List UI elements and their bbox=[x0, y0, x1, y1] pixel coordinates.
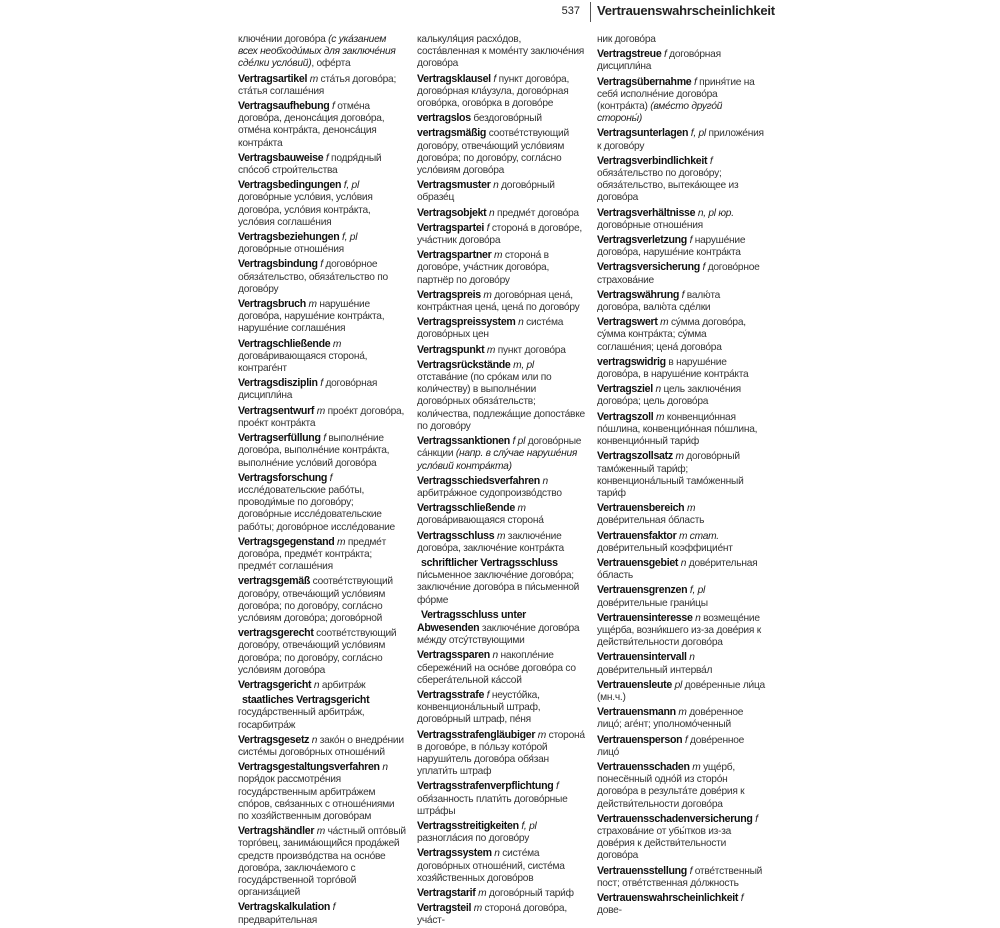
entry-translation: предвари́тельная bbox=[238, 914, 318, 926]
entry-grammar: m bbox=[480, 289, 492, 301]
entry-grammar: f bbox=[699, 262, 706, 274]
dictionary-entry bbox=[597, 557, 765, 582]
dictionary-entry bbox=[417, 179, 585, 204]
dictionary-entry bbox=[597, 584, 765, 609]
entry-translation: догово́рные отноше́ния bbox=[597, 219, 703, 231]
entry-headword: Vertragsstrafengläubiger bbox=[417, 728, 536, 741]
entry-headword: Vertragsschluss unter Abwesenden bbox=[417, 608, 526, 634]
entry-headword: Vertragswert bbox=[597, 316, 658, 329]
entry-headword: Vertragshändler bbox=[238, 825, 315, 838]
entry-translation: дове́рительные грани́цы bbox=[597, 597, 708, 609]
dictionary-entry bbox=[238, 901, 406, 926]
entry-grammar: m bbox=[535, 729, 547, 741]
entry-grammar: f bbox=[686, 865, 693, 877]
entry-translation: наруше́ние догово́ра, наруше́ние контра́кта, наруше́ние соглаше́ния bbox=[238, 299, 385, 335]
entry-headword: Vertragssystem bbox=[417, 847, 492, 860]
entry-grammar: m, pl bbox=[510, 359, 534, 371]
entry-grammar: m bbox=[675, 707, 687, 719]
entry-headword: staatliches Vertragsgericht bbox=[242, 694, 370, 707]
entry-translation: наруше́ние догово́ра, наруше́ние контра́кта bbox=[597, 235, 746, 259]
entry-headword: Vertragsklausel bbox=[417, 72, 491, 85]
entry-grammar: f bbox=[707, 155, 713, 167]
entry-translation: дове́ренное лицо́ bbox=[597, 734, 745, 758]
entry-headword: Vertragsgesetz bbox=[238, 733, 310, 746]
entry-grammar: f bbox=[484, 689, 490, 701]
entry-grammar: f, pl bbox=[688, 128, 706, 140]
entry-translation: су́мма догово́ра, су́мма контра́кта; су́мма соглаше́ния; цена́ догово́ра bbox=[597, 317, 746, 353]
dictionary-entry bbox=[597, 450, 765, 500]
dictionary-entry bbox=[238, 405, 406, 430]
entry-translation: сторона́ в догово́ре, в по́льзу кото́рой наруши́тель догово́ра обя́зан уплати́ть штраф bbox=[417, 729, 585, 778]
dictionary-entry bbox=[417, 729, 585, 779]
dictionary-entry bbox=[417, 475, 585, 500]
entry-headword: Vertragsbruch bbox=[238, 298, 306, 311]
entry-headword: Vertragsschluss bbox=[417, 529, 495, 542]
dictionary-entry bbox=[417, 112, 585, 125]
entry-headword: vertragswidrig bbox=[597, 355, 666, 368]
entry-grammar: n bbox=[486, 207, 495, 219]
entry-grammar: f, pl bbox=[339, 232, 358, 244]
entry-translation: догово́рный тари́ф bbox=[486, 888, 574, 899]
entry-headword: Vertragsunterlagen bbox=[597, 127, 689, 140]
entry-tail: , офе́рта bbox=[311, 58, 351, 70]
dictionary-entry bbox=[597, 502, 765, 527]
entry-headword: Vertragsbindung bbox=[238, 258, 318, 271]
entry-headword: Vertragsentwurf bbox=[238, 404, 315, 417]
entry-grammar: n bbox=[489, 650, 498, 662]
dictionary-entry bbox=[597, 234, 765, 259]
entry-translation: заключе́ние догово́ра ме́жду отсу́тствующими bbox=[417, 622, 580, 647]
dictionary-entry bbox=[417, 34, 585, 71]
entry-grammar: n bbox=[379, 762, 388, 774]
entry-grammar: m bbox=[305, 299, 317, 311]
entry-headword: Vertragsteil bbox=[417, 902, 472, 915]
entry-translation: цель заключе́ния догово́ра; цель догово́ра bbox=[597, 384, 741, 408]
entry-headword: schriftlicher Vertragsschluss bbox=[421, 556, 558, 569]
dictionary-entry bbox=[417, 609, 585, 648]
entry-grammar: m bbox=[314, 405, 325, 417]
entry-headword: Vertragsdisziplin bbox=[238, 377, 318, 390]
entry-grammar: f pl bbox=[509, 436, 526, 448]
entry-translation: приложе́ния к догово́ру bbox=[597, 128, 764, 152]
entry-translation: догово́рные са́нкции bbox=[417, 436, 582, 460]
entry-translation: госуда́рственный арбитра́ж, госарбитра́ж bbox=[238, 707, 365, 731]
entry-headword: Vertragsrückstände bbox=[417, 358, 511, 371]
dictionary-entry bbox=[417, 289, 585, 314]
dictionary-entry bbox=[238, 761, 406, 823]
dictionary-entry bbox=[417, 502, 585, 527]
dictionary-entry bbox=[238, 472, 406, 534]
entry-grammar: f bbox=[490, 73, 496, 85]
entry-grammar: f bbox=[317, 378, 323, 390]
entry-grammar: m bbox=[314, 826, 325, 838]
entry-headword: Vertragspunkt bbox=[417, 343, 485, 356]
entry-translation: ста́тья догово́ра; ста́тья соглаше́ния bbox=[238, 73, 397, 97]
dictionary-entry bbox=[238, 627, 406, 677]
entry-translation: соотве́тствующий догово́ру, отвеча́ющий усло́виям догово́ра; по догово́ру, согла́сно усло́виям догово́ра bbox=[417, 128, 569, 177]
dictionary-column-1 bbox=[238, 34, 406, 926]
dictionary-entry bbox=[597, 411, 765, 449]
entry-grammar: f bbox=[320, 433, 326, 445]
dictionary-entry bbox=[597, 651, 765, 676]
entry-headword: Vertragsziel bbox=[597, 383, 653, 396]
entry-grammar: m стат. bbox=[676, 530, 719, 542]
entry-translation: прое́кт догово́ра, прое́кт контра́кта bbox=[238, 405, 405, 429]
entry-translation: дове́рительная о́бласть bbox=[597, 557, 758, 582]
entry-grammar: n bbox=[490, 180, 499, 192]
dictionary-entry bbox=[597, 127, 765, 152]
entry-translation: заключе́ние догово́ра, заключе́ние контра́кта bbox=[417, 530, 564, 554]
entry-grammar: m bbox=[684, 503, 696, 515]
entry-headword: Vertragsübernahme bbox=[597, 75, 692, 88]
running-head: Vertrauenswahrscheinlichkeit bbox=[597, 3, 775, 18]
entry-headword: Vertrauensleute bbox=[597, 678, 672, 691]
entry-translation: страхова́ние от убы́тков из-за дове́рия к действи́тельности догово́ра bbox=[597, 825, 732, 862]
dictionary-entry bbox=[417, 127, 585, 177]
entry-headword: Vertragsschiedsverfahren bbox=[417, 474, 540, 487]
entry-headword: Vertragstarif bbox=[417, 887, 476, 899]
dictionary-entry bbox=[597, 261, 765, 286]
dictionary-entry bbox=[238, 825, 406, 899]
entry-headword: Vertragssanktionen bbox=[417, 435, 510, 448]
entry-translation: в наруше́ние догово́ра, в наруше́ние контра́кта bbox=[597, 356, 749, 381]
entry-grammar: f bbox=[686, 235, 693, 247]
entry-translation: уще́рб, понесённый одно́й из сторо́н догово́ра в результа́те дове́рия к действи́тельности догово́ра bbox=[597, 761, 745, 810]
entry-translation: возмеще́ние уще́рба, возни́кшего из-за дове́рия к действи́тельности догово́ра bbox=[597, 612, 761, 649]
entry-grammar: f, pl bbox=[518, 820, 537, 832]
dictionary-entry bbox=[417, 780, 585, 818]
entry-headword: Vertragsverhältnisse bbox=[597, 206, 696, 219]
entry-translation: догово́рная цена́, контра́ктная цена́, цена́ по догово́ру bbox=[417, 289, 580, 314]
entry-headword: Vertragsobjekt bbox=[417, 206, 487, 219]
entry-grammar: f bbox=[738, 893, 744, 904]
entry-translation: отме́на догово́ра, денонса́ция догово́ра, отме́на контра́кта, денонса́ция контра́кта bbox=[238, 101, 385, 149]
dictionary-entry bbox=[417, 222, 585, 247]
entry-translation: догово́рный тамо́женный тари́ф; конвенциона́льный тамо́женный тари́ф bbox=[597, 451, 744, 499]
dictionary-entry bbox=[597, 207, 765, 232]
dictionary-entry bbox=[238, 73, 406, 98]
dictionary-entry bbox=[417, 530, 585, 555]
entry-translation: ник догово́ра bbox=[597, 34, 656, 45]
entry-translation: дове- bbox=[597, 905, 622, 917]
dictionary-entry bbox=[238, 575, 406, 625]
entry-headword: Vertragsforschung bbox=[238, 471, 328, 484]
entry-headword: Vertragsgericht bbox=[238, 678, 312, 691]
entry-headword: Vertrauensgebiet bbox=[597, 556, 679, 569]
entry-headword: Vertragspreis bbox=[417, 288, 481, 301]
dictionary-entry bbox=[238, 694, 406, 732]
dictionary-entry bbox=[597, 761, 765, 811]
entry-translation: зако́н о внедре́нии систе́мы догово́рных отноше́ний bbox=[238, 734, 404, 758]
entry-translation: обя́занность плати́ть догово́рные штра́фы bbox=[417, 793, 568, 817]
entry-grammar: m bbox=[657, 317, 669, 329]
entry-translation: конвенцио́нная по́шлина, конвенцио́нная по́шлина, конвенцио́нный тари́ф bbox=[597, 411, 758, 448]
dictionary-entry bbox=[597, 289, 765, 314]
entry-grammar: n, pl юр. bbox=[695, 207, 734, 219]
entry-headword: Vertrauensinteresse bbox=[597, 611, 693, 624]
entry-headword: Vertragszollsatz bbox=[597, 450, 673, 463]
entry-headword: Vertrauensintervall bbox=[597, 651, 687, 664]
entry-headword: Vertragsverletzung bbox=[597, 234, 687, 247]
entry-grammar: f bbox=[323, 152, 329, 164]
entry-translation: обяза́тельство по догово́ру; обяза́тельство, вытека́ющее из догово́ра bbox=[597, 168, 739, 204]
dictionary-entry bbox=[597, 530, 765, 555]
entry-translation: сторона́ в догово́ре, уча́стник догово́ра bbox=[417, 222, 582, 247]
entry-translation: пункт догово́ра, догово́рная кла́узула, догово́рная огово́рка, огово́рка в догово́ре bbox=[417, 73, 570, 110]
dictionary-entry bbox=[417, 902, 585, 927]
entry-grammar: pl bbox=[672, 679, 683, 691]
entry-translation: догова́ривающаяся сторона́, контраге́нт bbox=[238, 350, 368, 375]
dictionary-entry bbox=[417, 207, 585, 220]
entry-translation: ключе́нии догово́ра bbox=[238, 34, 326, 45]
entry-headword: Vertragspreissystem bbox=[417, 316, 516, 329]
entry-translation: дове́рительный интерва́л bbox=[597, 664, 713, 676]
entry-translation: догово́рные усло́вия, усло́вия догово́ра, усло́вия контра́кта, усло́вия соглаше́ния bbox=[238, 192, 373, 228]
entry-grammar: n bbox=[652, 384, 661, 396]
entry-headword: Vertragsaufhebung bbox=[238, 100, 330, 113]
entry-headword: Vertragsstrafenverpflichtung bbox=[417, 780, 554, 793]
entry-grammar: m bbox=[330, 338, 342, 350]
dictionary-entry bbox=[417, 649, 585, 687]
entry-note: (с ука́занием всех необходи́мых для заключе́ния сде́лки усло́вий) bbox=[238, 34, 396, 70]
page-number: 537 bbox=[561, 5, 580, 17]
dictionary-entry bbox=[238, 100, 406, 150]
entry-headword: Vertragschließende bbox=[238, 337, 331, 350]
entry-headword: Vertragsgestaltungsverfahren bbox=[238, 761, 380, 774]
entry-headword: Vertrauensschadenversicherung bbox=[597, 812, 753, 825]
entry-translation: отстава́ние (по сро́кам или по коли́честву) в выполне́нии догово́рных обяза́тельств; коли́чества, подлежа́щие допоста́вке по догово́ру bbox=[417, 372, 585, 432]
entry-grammar: n bbox=[692, 612, 701, 624]
entry-grammar: f bbox=[330, 902, 336, 914]
entry-translation: предме́т догово́ра bbox=[494, 207, 579, 219]
dictionary-entry bbox=[597, 383, 765, 408]
entry-headword: vertragsmäßig bbox=[417, 127, 487, 140]
entry-headword: Vertrauensperson bbox=[597, 733, 683, 746]
entry-note: (вме́сто друго́й стороны́) bbox=[597, 101, 723, 125]
entry-translation: догово́рная дисципли́на bbox=[597, 49, 721, 73]
entry-grammar: n bbox=[686, 652, 695, 664]
dictionary-entry bbox=[417, 557, 585, 607]
entry-headword: Vertrauensstellung bbox=[597, 864, 687, 877]
entry-headword: Vertragsverbindlichkeit bbox=[597, 154, 708, 167]
dictionary-entry bbox=[417, 847, 585, 885]
entry-translation: сторона́ в догово́ре, уча́стник догово́ра, партнёр по догово́ру bbox=[417, 250, 550, 286]
dictionary-entry bbox=[238, 734, 406, 759]
entry-headword: Vertragswährung bbox=[597, 288, 680, 301]
entry-translation: выполне́ние догово́ра, выполне́ние контра́кта, выполне́ние усло́вий догово́ра bbox=[238, 433, 390, 469]
entry-grammar: f bbox=[679, 289, 685, 301]
dictionary-entry bbox=[238, 679, 406, 692]
dictionary-entry bbox=[417, 689, 585, 727]
entry-translation: догово́рная дисципли́на bbox=[238, 378, 378, 402]
dictionary-entry bbox=[417, 73, 585, 111]
entry-headword: Vertragszoll bbox=[597, 410, 654, 423]
entry-grammar: m bbox=[689, 761, 701, 773]
entry-grammar: f bbox=[752, 813, 758, 825]
dictionary-entry bbox=[597, 706, 765, 731]
entry-translation: догова́ривающаяся сторона́ bbox=[417, 515, 544, 527]
entry-translation: калькуля́ция расхо́дов, соста́вленная к моме́нту заключе́ния догово́ра bbox=[417, 34, 585, 70]
entry-note: (напр. в слу́чае наруше́ния усло́вий контра́кта) bbox=[417, 448, 578, 472]
entry-grammar: n bbox=[539, 475, 548, 487]
entry-headword: Vertragserfüllung bbox=[238, 432, 321, 445]
entry-translation: систе́ма догово́рных отноше́ний, систе́ма хозя́йственных догово́ров bbox=[417, 848, 565, 884]
entry-headword: Vertragspartner bbox=[417, 249, 492, 262]
dictionary-entry bbox=[238, 179, 406, 229]
entry-translation: иссле́довательские рабо́ты, проводи́мые по догово́ру; догово́рные иссле́довательские рабо́ты; догово́рное иссле́дование bbox=[238, 484, 395, 533]
entry-grammar: f bbox=[484, 222, 490, 234]
entry-headword: Vertrauensschaden bbox=[597, 760, 690, 773]
dictionary-entry bbox=[417, 249, 585, 287]
entry-grammar: f bbox=[317, 259, 323, 271]
dictionary-entry bbox=[597, 76, 765, 126]
dictionary-entry bbox=[417, 435, 585, 473]
dictionary-entry bbox=[238, 258, 406, 296]
entry-translation: дове́ренное лицо́; аге́нт; уполномо́ченный bbox=[597, 707, 744, 731]
entry-headword: Vertrauensbereich bbox=[597, 502, 685, 515]
entry-headword: Vertragsstrafe bbox=[417, 688, 485, 701]
entry-grammar: n bbox=[515, 317, 524, 329]
entry-grammar: m bbox=[653, 411, 665, 423]
entry-grammar: n bbox=[311, 679, 320, 691]
entry-headword: Vertragsartikel bbox=[238, 72, 308, 85]
entry-grammar: n bbox=[678, 557, 687, 569]
entry-headword: Vertragsbauweise bbox=[238, 151, 324, 164]
entry-grammar: m bbox=[471, 903, 482, 915]
entry-headword: Vertragsbeziehungen bbox=[238, 231, 340, 244]
entry-translation: разногла́сия по догово́ру bbox=[417, 833, 530, 845]
entry-translation: дове́ренные ли́ца (мн.ч.) bbox=[597, 679, 765, 703]
dictionary-entry bbox=[597, 356, 765, 381]
dictionary-entry bbox=[597, 34, 765, 46]
entry-headword: Vertrauensfaktor bbox=[597, 529, 677, 542]
entry-translation: приня́тие на себя́ исполне́ние догово́ра (контра́кта) bbox=[597, 76, 755, 113]
entry-grammar: m bbox=[307, 73, 318, 85]
entry-grammar: m bbox=[672, 451, 684, 463]
entry-translation: соотве́тствующий догово́ру, отвеча́ющий усло́виям догово́ра; по догово́ру, согла́сно усло́виям догово́ра; догово́рной bbox=[238, 576, 393, 624]
entry-grammar: m bbox=[491, 250, 503, 262]
entry-grammar: f bbox=[327, 472, 333, 484]
dictionary-entry bbox=[597, 612, 765, 650]
dictionary-entry bbox=[597, 155, 765, 205]
entry-grammar: m bbox=[334, 536, 346, 548]
dictionary-entry bbox=[597, 679, 765, 704]
entry-headword: Vertragstreue bbox=[597, 48, 662, 61]
dictionary-entry bbox=[238, 231, 406, 256]
dictionary-entry bbox=[597, 813, 765, 863]
entry-translation: дове́рительный коэффицие́нт bbox=[597, 542, 733, 554]
entry-headword: Vertrauensmann bbox=[597, 706, 676, 719]
entry-translation: отве́тственный пост; отве́тственная до́лжность bbox=[597, 865, 763, 889]
entry-translation: догово́рный образе́ц bbox=[417, 180, 555, 204]
dictionary-entry bbox=[238, 338, 406, 376]
dictionary-entry bbox=[238, 377, 406, 402]
entry-headword: Vertragspartei bbox=[417, 221, 485, 234]
entry-translation: соотве́тствующий догово́ру, отвеча́ющий усло́виям догово́ра; по догово́ру, согла́сно усло́виям догово́ра bbox=[238, 628, 397, 676]
entry-headword: Vertragsschließende bbox=[417, 502, 515, 515]
entry-translation: поря́док рассмотре́ния госуда́рственным арбитра́жем спо́ров, свя́занных с отноше́ниями по хозя́йственным догово́рам bbox=[238, 774, 395, 822]
entry-grammar: n bbox=[309, 734, 318, 746]
entry-translation: догово́рное страхова́ние bbox=[597, 262, 760, 286]
entry-headword: Vertragsgegenstand bbox=[238, 535, 335, 548]
entry-headword: Vertragsstreitigkeiten bbox=[417, 819, 519, 832]
entry-grammar: m bbox=[494, 530, 506, 542]
entry-grammar: f bbox=[661, 49, 667, 61]
entry-translation: подря́дный спо́соб строи́тельства bbox=[238, 152, 382, 177]
entry-headword: Vertragsmuster bbox=[417, 179, 491, 192]
entry-translation: накопле́ние сбереже́ний на осно́ве догово́ра со сберега́тельной ка́ссой bbox=[417, 650, 576, 686]
dictionary-entry bbox=[238, 34, 406, 71]
entry-translation: валю́та догово́ра, валю́та сде́лки bbox=[597, 289, 721, 314]
entry-translation: систе́ма догово́рных цен bbox=[417, 317, 564, 341]
entry-headword: Vertragsbedingungen bbox=[238, 179, 342, 192]
entry-headword: Vertragskalkulation bbox=[238, 901, 331, 914]
entry-translation: пи́сьменное заключе́ние догово́ра; заключе́ние догово́ра в пи́сьменной фо́рме bbox=[417, 570, 580, 606]
dictionary-entry bbox=[597, 48, 765, 73]
dictionary-entry bbox=[238, 536, 406, 574]
dictionary-entry bbox=[597, 865, 765, 890]
entry-translation: бездогово́рный bbox=[470, 113, 542, 125]
entry-grammar: f bbox=[691, 76, 697, 88]
entry-headword: vertragsgerecht bbox=[238, 627, 314, 640]
entry-translation: дове́рительная о́бласть bbox=[597, 515, 705, 527]
entry-grammar: m bbox=[484, 344, 496, 356]
dictionary-entry bbox=[597, 892, 765, 917]
dictionary-entry bbox=[417, 344, 585, 357]
entry-grammar: f, pl bbox=[687, 585, 706, 597]
dictionary-entry bbox=[238, 152, 406, 177]
page-header bbox=[0, 0, 1000, 26]
entry-grammar: f, pl bbox=[341, 180, 359, 192]
entry-translation: предме́т догово́ра, предме́т контра́кта; предме́т соглаше́ния bbox=[238, 536, 387, 573]
entry-translation: пункт догово́ра bbox=[495, 344, 566, 356]
entry-headword: Vertragsversicherung bbox=[597, 261, 700, 274]
dictionary-entry bbox=[238, 298, 406, 336]
dictionary-column-3 bbox=[597, 34, 765, 917]
dictionary-entry bbox=[597, 734, 765, 759]
entry-translation: арбитра́ж bbox=[319, 679, 366, 691]
entry-grammar: f bbox=[329, 101, 335, 113]
entry-headword: vertragsgemäß bbox=[238, 575, 311, 588]
dictionary-entry bbox=[417, 887, 585, 900]
entry-translation: арбитра́жное судопроизво́дство bbox=[417, 487, 562, 499]
header-divider bbox=[590, 2, 591, 22]
entry-grammar: m bbox=[475, 888, 487, 899]
entry-translation: догово́рное обяза́тельство, обяза́тельство по догово́ру bbox=[238, 259, 388, 295]
entry-headword: Vertragssparen bbox=[417, 649, 490, 662]
entry-headword: Vertrauensgrenzen bbox=[597, 584, 688, 597]
entry-grammar: f bbox=[682, 734, 688, 746]
entry-translation: догово́рные отноше́ния bbox=[238, 244, 344, 256]
entry-grammar: m bbox=[514, 503, 526, 515]
dictionary-entry bbox=[417, 316, 585, 341]
dictionary-column-2 bbox=[417, 34, 585, 927]
entry-grammar: f bbox=[553, 781, 559, 793]
entry-headword: Vertrauenswahrscheinlichkeit bbox=[597, 892, 739, 904]
entry-headword: vertragslos bbox=[417, 112, 471, 125]
dictionary-entry bbox=[238, 432, 406, 470]
dictionary-entry bbox=[417, 820, 585, 845]
dictionary-entry bbox=[597, 316, 765, 354]
dictionary-entry bbox=[417, 359, 585, 433]
entry-translation: сторона́ догово́ра, уча́ст- bbox=[417, 903, 567, 927]
entry-translation: неусто́йка, конвенциона́льный штраф, догово́рный штраф, пе́ня bbox=[417, 689, 541, 726]
entry-translation: ча́стный опто́вый торго́вец, занима́ющийся прода́жей средств произво́дства на осно́ве догово́ра, заключа́емого с госуда́рственной торго́вой организа́цией bbox=[238, 826, 406, 899]
entry-grammar: n bbox=[491, 848, 500, 860]
